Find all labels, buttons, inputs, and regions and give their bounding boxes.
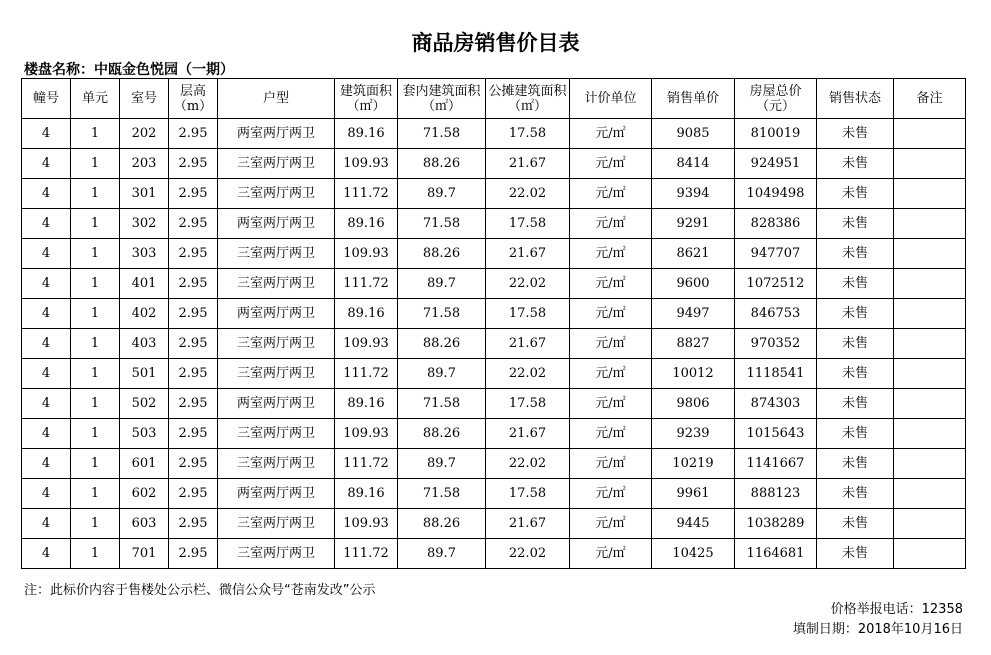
cell-building: 4 [22, 329, 71, 359]
cell-remarks [894, 299, 966, 329]
cell-layout: 两室两厅两卫 [218, 119, 335, 149]
cell-room: 603 [120, 509, 169, 539]
cell-building: 4 [22, 149, 71, 179]
cell-gross-area: 89.16 [335, 389, 398, 419]
cell-gross-area: 111.72 [335, 179, 398, 209]
cell-unit-price: 8414 [652, 149, 735, 179]
cell-gross-area: 109.93 [335, 329, 398, 359]
cell-pricing-unit: 元/㎡ [570, 359, 652, 389]
cell-sale-status: 未售 [817, 449, 894, 479]
cell-floor-height: 2.95 [169, 359, 218, 389]
fill-date: 填制日期：2018年10月16日 [792, 622, 963, 637]
cell-unit: 1 [71, 119, 120, 149]
cell-unit-price: 9085 [652, 119, 735, 149]
cell-shared-area: 21.67 [486, 239, 570, 269]
cell-unit: 1 [71, 419, 120, 449]
table-row [22, 419, 966, 449]
cell-remarks [894, 539, 966, 569]
cell-sale-status: 未售 [817, 179, 894, 209]
cell-pricing-unit: 元/㎡ [570, 299, 652, 329]
cell-room: 503 [120, 419, 169, 449]
cell-building: 4 [22, 119, 71, 149]
table-row [22, 179, 966, 209]
table-row [22, 479, 966, 509]
cell-total-price: 1072512 [735, 269, 817, 299]
table-row [22, 239, 966, 269]
cell-sale-status: 未售 [817, 149, 894, 179]
cell-shared-area: 21.67 [486, 149, 570, 179]
cell-layout: 三室两厅两卫 [218, 419, 335, 449]
cell-pricing-unit: 元/㎡ [570, 329, 652, 359]
cell-total-price: 924951 [735, 149, 817, 179]
cell-floor-height: 2.95 [169, 149, 218, 179]
cell-unit: 1 [71, 149, 120, 179]
cell-layout: 三室两厅两卫 [218, 449, 335, 479]
cell-unit: 1 [71, 479, 120, 509]
cell-gross-area: 109.93 [335, 149, 398, 179]
header-floor-height: 层高（m） [169, 79, 218, 119]
table-row [22, 119, 966, 149]
cell-remarks [894, 149, 966, 179]
header-inner-area: 套内建筑面积（㎡） [398, 79, 486, 119]
cell-sale-status: 未售 [817, 299, 894, 329]
cell-shared-area: 21.67 [486, 419, 570, 449]
cell-remarks [894, 209, 966, 239]
cell-gross-area: 111.72 [335, 359, 398, 389]
cell-remarks [894, 479, 966, 509]
cell-unit-price: 9600 [652, 269, 735, 299]
cell-floor-height: 2.95 [169, 209, 218, 239]
cell-gross-area: 89.16 [335, 299, 398, 329]
table-row [22, 539, 966, 569]
cell-inner-area: 71.58 [398, 119, 486, 149]
cell-room: 302 [120, 209, 169, 239]
cell-room: 401 [120, 269, 169, 299]
cell-room: 701 [120, 539, 169, 569]
cell-total-price: 810019 [735, 119, 817, 149]
table-row [22, 269, 966, 299]
cell-shared-area: 22.02 [486, 269, 570, 299]
cell-sale-status: 未售 [817, 389, 894, 419]
cell-building: 4 [22, 509, 71, 539]
price-table [21, 78, 966, 569]
table-row [22, 449, 966, 479]
table-body [22, 119, 966, 569]
cell-shared-area: 17.58 [486, 479, 570, 509]
cell-pricing-unit: 元/㎡ [570, 419, 652, 449]
cell-inner-area: 71.58 [398, 389, 486, 419]
cell-pricing-unit: 元/㎡ [570, 179, 652, 209]
cell-sale-status: 未售 [817, 209, 894, 239]
cell-total-price: 1015643 [735, 419, 817, 449]
table-row [22, 509, 966, 539]
cell-unit-price: 9445 [652, 509, 735, 539]
cell-shared-area: 17.58 [486, 209, 570, 239]
cell-unit-price: 10219 [652, 449, 735, 479]
cell-pricing-unit: 元/㎡ [570, 209, 652, 239]
cell-total-price: 1141667 [735, 449, 817, 479]
header-unit: 单元 [71, 79, 120, 119]
cell-total-price: 947707 [735, 239, 817, 269]
cell-room: 402 [120, 299, 169, 329]
cell-building: 4 [22, 479, 71, 509]
cell-sale-status: 未售 [817, 539, 894, 569]
cell-layout: 三室两厅两卫 [218, 149, 335, 179]
cell-room: 403 [120, 329, 169, 359]
cell-room: 501 [120, 359, 169, 389]
cell-floor-height: 2.95 [169, 479, 218, 509]
cell-total-price: 1118541 [735, 359, 817, 389]
document-title: 商品房销售价目表 [411, 31, 580, 55]
cell-remarks [894, 269, 966, 299]
cell-shared-area: 21.67 [486, 509, 570, 539]
cell-unit-price: 9806 [652, 389, 735, 419]
cell-gross-area: 111.72 [335, 539, 398, 569]
header-pricing-unit: 计价单位 [570, 79, 652, 119]
header-room: 室号 [120, 79, 169, 119]
table-row [22, 329, 966, 359]
cell-pricing-unit: 元/㎡ [570, 149, 652, 179]
cell-remarks [894, 449, 966, 479]
cell-room: 301 [120, 179, 169, 209]
cell-shared-area: 22.02 [486, 359, 570, 389]
cell-inner-area: 71.58 [398, 209, 486, 239]
cell-floor-height: 2.95 [169, 389, 218, 419]
cell-gross-area: 109.93 [335, 419, 398, 449]
cell-unit-price: 8827 [652, 329, 735, 359]
cell-floor-height: 2.95 [169, 449, 218, 479]
header-gross-area: 建筑面积（㎡） [335, 79, 398, 119]
cell-shared-area: 22.02 [486, 179, 570, 209]
cell-layout: 三室两厅两卫 [218, 359, 335, 389]
cell-unit-price: 9239 [652, 419, 735, 449]
table-header-row [22, 79, 966, 119]
cell-floor-height: 2.95 [169, 539, 218, 569]
cell-total-price: 1049498 [735, 179, 817, 209]
cell-pricing-unit: 元/㎡ [570, 119, 652, 149]
table-row [22, 389, 966, 419]
header-remarks: 备注 [894, 79, 966, 119]
cell-unit: 1 [71, 209, 120, 239]
cell-shared-area: 17.58 [486, 389, 570, 419]
cell-gross-area: 111.72 [335, 269, 398, 299]
cell-shared-area: 21.67 [486, 329, 570, 359]
cell-unit: 1 [71, 389, 120, 419]
cell-gross-area: 89.16 [335, 479, 398, 509]
cell-total-price: 1164681 [735, 539, 817, 569]
cell-building: 4 [22, 449, 71, 479]
cell-sale-status: 未售 [817, 329, 894, 359]
cell-room: 502 [120, 389, 169, 419]
cell-sale-status: 未售 [817, 479, 894, 509]
cell-gross-area: 109.93 [335, 239, 398, 269]
cell-floor-height: 2.95 [169, 239, 218, 269]
cell-inner-area: 88.26 [398, 239, 486, 269]
cell-layout: 两室两厅两卫 [218, 209, 335, 239]
cell-unit-price: 9961 [652, 479, 735, 509]
cell-remarks [894, 329, 966, 359]
cell-room: 601 [120, 449, 169, 479]
cell-inner-area: 88.26 [398, 329, 486, 359]
cell-shared-area: 22.02 [486, 539, 570, 569]
table-row [22, 209, 966, 239]
cell-inner-area: 88.26 [398, 149, 486, 179]
cell-unit-price: 8621 [652, 239, 735, 269]
cell-sale-status: 未售 [817, 239, 894, 269]
cell-pricing-unit: 元/㎡ [570, 389, 652, 419]
table-row [22, 299, 966, 329]
table-row [22, 149, 966, 179]
cell-room: 203 [120, 149, 169, 179]
cell-pricing-unit: 元/㎡ [570, 539, 652, 569]
cell-total-price: 828386 [735, 209, 817, 239]
header-building: 幢号 [22, 79, 71, 119]
cell-inner-area: 89.7 [398, 269, 486, 299]
cell-floor-height: 2.95 [169, 329, 218, 359]
cell-layout: 三室两厅两卫 [218, 509, 335, 539]
header-total-price: 房屋总价（元） [735, 79, 817, 119]
cell-remarks [894, 389, 966, 419]
cell-sale-status: 未售 [817, 359, 894, 389]
cell-unit-price: 9394 [652, 179, 735, 209]
header-shared-area: 公摊建筑面积（㎡） [486, 79, 570, 119]
cell-unit: 1 [71, 359, 120, 389]
cell-unit-price: 9291 [652, 209, 735, 239]
cell-building: 4 [22, 389, 71, 419]
cell-layout: 三室两厅两卫 [218, 329, 335, 359]
header-sale-status: 销售状态 [817, 79, 894, 119]
cell-unit: 1 [71, 539, 120, 569]
cell-room: 202 [120, 119, 169, 149]
cell-inner-area: 88.26 [398, 509, 486, 539]
cell-unit: 1 [71, 329, 120, 359]
cell-inner-area: 89.7 [398, 539, 486, 569]
cell-floor-height: 2.95 [169, 179, 218, 209]
cell-shared-area: 22.02 [486, 449, 570, 479]
cell-gross-area: 109.93 [335, 509, 398, 539]
cell-building: 4 [22, 239, 71, 269]
cell-sale-status: 未售 [817, 509, 894, 539]
cell-room: 303 [120, 239, 169, 269]
cell-building: 4 [22, 419, 71, 449]
cell-building: 4 [22, 359, 71, 389]
cell-total-price: 874303 [735, 389, 817, 419]
cell-total-price: 888123 [735, 479, 817, 509]
cell-building: 4 [22, 209, 71, 239]
cell-remarks [894, 179, 966, 209]
cell-layout: 三室两厅两卫 [218, 269, 335, 299]
cell-building: 4 [22, 179, 71, 209]
cell-unit-price: 10425 [652, 539, 735, 569]
footnote: 注：此标价内容于售楼处公示栏、微信公众号“苍南发改”公示 [24, 583, 376, 598]
cell-floor-height: 2.95 [169, 419, 218, 449]
cell-unit-price: 9497 [652, 299, 735, 329]
cell-gross-area: 89.16 [335, 209, 398, 239]
cell-remarks [894, 239, 966, 269]
cell-floor-height: 2.95 [169, 509, 218, 539]
cell-pricing-unit: 元/㎡ [570, 449, 652, 479]
cell-inner-area: 89.7 [398, 449, 486, 479]
cell-shared-area: 17.58 [486, 299, 570, 329]
cell-floor-height: 2.95 [169, 119, 218, 149]
table-row [22, 359, 966, 389]
cell-layout: 三室两厅两卫 [218, 239, 335, 269]
cell-remarks [894, 509, 966, 539]
cell-pricing-unit: 元/㎡ [570, 239, 652, 269]
cell-total-price: 846753 [735, 299, 817, 329]
cell-unit: 1 [71, 449, 120, 479]
cell-layout: 三室两厅两卫 [218, 539, 335, 569]
cell-sale-status: 未售 [817, 119, 894, 149]
cell-layout: 两室两厅两卫 [218, 389, 335, 419]
cell-room: 602 [120, 479, 169, 509]
cell-unit: 1 [71, 299, 120, 329]
header-unit-price: 销售单价 [652, 79, 735, 119]
cell-total-price: 1038289 [735, 509, 817, 539]
cell-unit: 1 [71, 239, 120, 269]
cell-pricing-unit: 元/㎡ [570, 509, 652, 539]
cell-unit: 1 [71, 179, 120, 209]
cell-pricing-unit: 元/㎡ [570, 479, 652, 509]
cell-building: 4 [22, 269, 71, 299]
cell-floor-height: 2.95 [169, 269, 218, 299]
cell-unit: 1 [71, 269, 120, 299]
cell-gross-area: 89.16 [335, 119, 398, 149]
cell-shared-area: 17.58 [486, 119, 570, 149]
cell-building: 4 [22, 299, 71, 329]
header-layout: 户型 [218, 79, 335, 119]
cell-sale-status: 未售 [817, 419, 894, 449]
cell-building: 4 [22, 539, 71, 569]
cell-sale-status: 未售 [817, 269, 894, 299]
cell-unit: 1 [71, 509, 120, 539]
cell-pricing-unit: 元/㎡ [570, 269, 652, 299]
cell-layout: 三室两厅两卫 [218, 179, 335, 209]
cell-remarks [894, 359, 966, 389]
cell-inner-area: 71.58 [398, 479, 486, 509]
project-name: 楼盘名称：中瓯金色悦园（一期） [24, 62, 234, 78]
cell-inner-area: 88.26 [398, 419, 486, 449]
cell-total-price: 970352 [735, 329, 817, 359]
cell-layout: 两室两厅两卫 [218, 479, 335, 509]
cell-unit-price: 10012 [652, 359, 735, 389]
price-hotline: 价格举报电话：12358 [830, 602, 963, 617]
cell-inner-area: 89.7 [398, 359, 486, 389]
cell-remarks [894, 419, 966, 449]
cell-inner-area: 89.7 [398, 179, 486, 209]
cell-gross-area: 111.72 [335, 449, 398, 479]
cell-layout: 两室两厅两卫 [218, 299, 335, 329]
cell-inner-area: 71.58 [398, 299, 486, 329]
cell-floor-height: 2.95 [169, 299, 218, 329]
cell-remarks [894, 119, 966, 149]
